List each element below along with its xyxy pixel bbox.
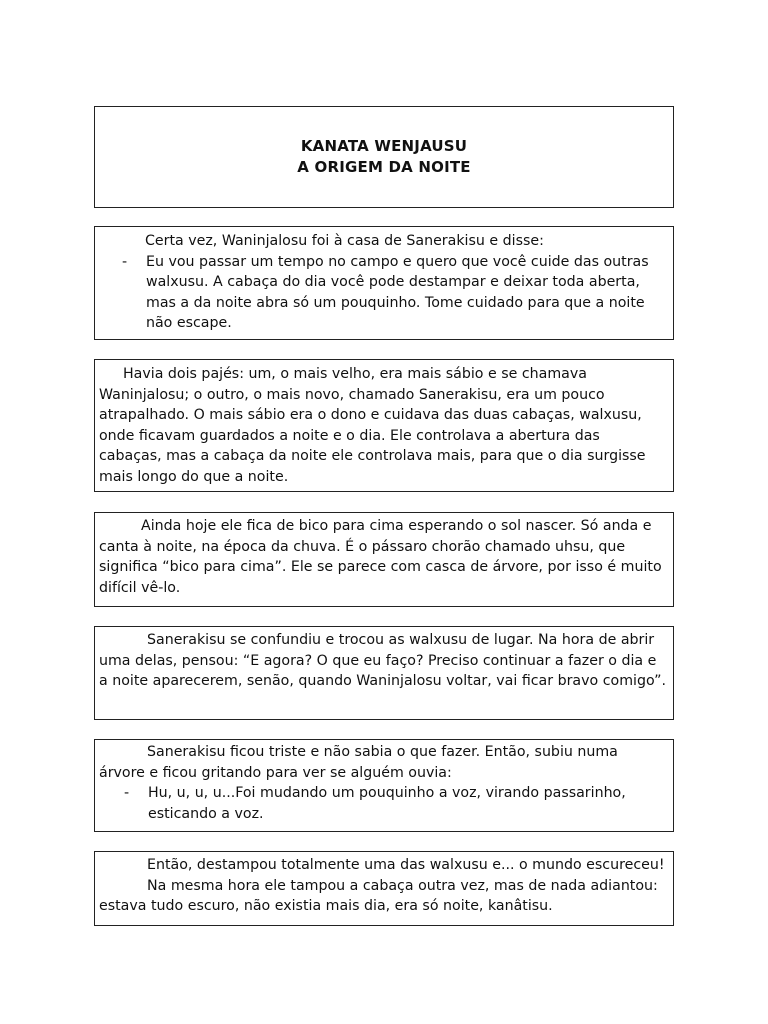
- title-box: [94, 106, 674, 208]
- story-box-3: [94, 512, 674, 607]
- box1-speech: Eu vou passar um tempo no campo e quero que você cuide das outras walxusu. A cabaça do dia você pode destampar e deixar toda aberta, mas a da noite abra só um pouquinho. Tome cuidado para que a noite não escape.: [146, 253, 649, 331]
- story-box-2: [94, 359, 674, 492]
- box6-paragraph-2: Na mesma hora ele tampou a cabaça outra vez, mas de nada adiantou: estava tudo escuro, não existia mais dia, era só noite, kanâtisu.: [99, 877, 658, 914]
- title-line-1: KANATA WENJAUSU: [300, 137, 468, 155]
- box5-speech-item: [99, 783, 667, 824]
- story-box-5: [94, 739, 674, 832]
- box3-paragraph: Ainda hoje ele fica de bico para cima esperando o sol nascer. Só anda e canta à noite, na época da chuva. É o pássaro chorão chamado uhsu, que significa “bico para cima”. Ele se parece com casca de árvore, por isso é muito difícil vê-lo.: [99, 518, 662, 596]
- story-box-4: [94, 626, 674, 720]
- box6-paragraph-1: Então, destampou totalmente uma das walxusu e... o mundo escureceu!: [147, 857, 665, 873]
- box4-paragraph: Sanerakisu se confundiu e trocou as walxusu de lugar. Na hora de abrir uma delas, pensou: “E agora? O que eu faço? Preciso continuar a fazer o dia e a noite aparecerem, senão, quando Waninjalosu voltar, vai ficar bravo comigo”.: [99, 632, 666, 689]
- dash-bullet: -: [122, 253, 128, 270]
- story-box-6: [94, 851, 674, 926]
- title-line-2: A ORIGEM DA NOITE: [297, 158, 471, 176]
- dash-bullet: -: [124, 785, 130, 801]
- story-box-1: [94, 226, 674, 340]
- box2-paragraph: Havia dois pajés: um, o mais velho, era mais sábio e se chamava Waninjalosu; o outro, o mais novo, chamado Sanerakisu, era um pouco atrapalhado. O mais sábio era o dono e cuidava das duas cabaças, walxusu, onde ficavam guardados a noite e o dia. Ele controlava a abertura das cabaças, mas a cabaça da noite ele controlava mais, para que o dia surgisse mais longo do que a noite.: [99, 366, 646, 485]
- box5-speech: Hu, u, u, u...Foi mudando um pouquinho a voz, virando passarinho, esticando a voz.: [148, 785, 626, 822]
- box5-intro: Sanerakisu ficou triste e não sabia o que fazer. Então, subiu numa árvore e ficou gritando para ver se alguém ouvia:: [99, 744, 618, 781]
- box1-speech-item: [97, 252, 663, 334]
- box1-intro: Certa vez, Waninjalosu foi à casa de Sanerakisu e disse:: [145, 233, 544, 249]
